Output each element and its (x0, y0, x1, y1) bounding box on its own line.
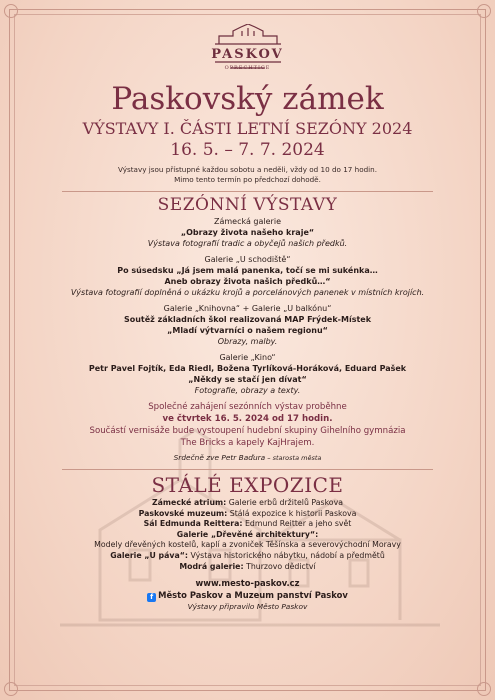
list-item (20, 519, 475, 530)
list-item (20, 530, 475, 541)
logo-text: PASKOV (211, 47, 284, 62)
corner-ornament-icon (4, 682, 18, 696)
gallery-name: Galerie „Kino“ (219, 353, 276, 362)
poster-content (20, 24, 475, 612)
exhibition-title: „Obrazy života našeho kraje“ (180, 228, 315, 237)
page-title: Paskovský zámek (111, 81, 384, 117)
corner-ornament-icon (477, 4, 491, 18)
website-link[interactable]: www.mesto-paskov.cz (195, 578, 300, 589)
divider (62, 469, 433, 470)
exhibition-title: „Někdy se stačí jen dívat“ (188, 375, 307, 384)
announcement-date: ve čtvrtek 16. 5. 2024 od 17 hodin. (162, 414, 333, 424)
organizer-note: Výstavy připravilo Město Paskov (187, 602, 308, 612)
gallery-name: Zámecká galerie (214, 217, 281, 226)
list-item (20, 498, 475, 509)
gallery-name: Galerie „Knihovna“ + Galerie „U balkónu“ (163, 304, 332, 313)
divider (62, 191, 433, 192)
announcement-line: The Bricks a kapely KajHrajem. (180, 438, 315, 448)
exhibition-label: Galerie „U páva“: (110, 550, 188, 560)
list-item (20, 551, 475, 562)
season-dates: 16. 5. – 7. 7. 2024 (170, 140, 325, 160)
facebook-icon: f (147, 593, 156, 602)
exhibition-title: Aneb obrazy života našich předků…“ (164, 277, 331, 286)
signature-role: – starosta města (265, 454, 322, 462)
exhibition-title: Petr Pavel Fojtík, Eda Riedl, Božena Tyrlíková-Horáková, Eduard Pašek (88, 364, 407, 373)
paskov-logo (20, 24, 475, 78)
exhibition-text: Stálá expozice k historii Paskova (227, 508, 357, 518)
exhibition-description: Obrazy, malby. (217, 337, 278, 346)
exhibition-label: Sál Edmunda Reittera: (143, 519, 243, 529)
exhibition-text: Thurzovo dědictví (243, 561, 316, 571)
exhibition-label: Paskovské muzeum: (138, 508, 228, 518)
corner-ornament-icon (477, 682, 491, 696)
gallery-block (20, 254, 475, 298)
exhibition-title: „Mladí výtvarníci o našem regionu“ (167, 326, 328, 335)
footer (20, 578, 475, 612)
season-subtitle: VÝSTAVY I. ČÁSTI LETNÍ SEZÓNY 2024 (82, 119, 413, 138)
list-item (20, 509, 475, 520)
list-item (20, 540, 475, 551)
signature-text: Srdečně zve Petr Baďura (173, 453, 266, 462)
gallery-block (20, 216, 475, 249)
gallery-block (20, 352, 475, 396)
seasonal-section-title: SEZÓNNÍ VÝSTAVY (157, 195, 338, 215)
invitation-signature (20, 452, 475, 464)
announcement-line: Součástí vernisáže bude vystoupení hudební skupiny Gihelního gymnázia (89, 426, 406, 436)
exhibition-description: Výstava fotografií doplněná o ukázku krojů a porcelánových panenek v místních krojích. (70, 288, 425, 297)
exhibition-label: Zámecké atrium: (152, 498, 227, 507)
permanent-section-title: STÁLÉ EXPOZICE (151, 473, 344, 497)
exhibition-text: Edmund Reitter a jeho svět (242, 519, 352, 529)
exhibition-description: Fotografie, obrazy a texty. (194, 386, 301, 395)
facebook-page-name: Město Paskov a Muzeum panství Paskov (158, 590, 348, 601)
gallery-name: Galerie „U schodiště“ (204, 255, 291, 264)
exhibition-description: Výstava fotografií tradic a obyčejů našich předků. (147, 239, 348, 248)
exhibition-label: Modrá galerie: (179, 561, 244, 571)
gallery-block (20, 303, 475, 347)
permanent-exhibitions-list (20, 498, 475, 572)
opening-hours-line: Mimo tento termín po předchozí dohodě. (174, 175, 321, 184)
opening-hours-note (20, 165, 475, 185)
opening-announcement (20, 401, 475, 464)
logo-subtext: OPRECHTICE (224, 65, 271, 71)
announcement-line: Společné zahájení sezónních výstav proběhne (148, 402, 347, 412)
corner-ornament-icon (4, 4, 18, 18)
exhibition-text: Galerie erbů držitelů Paskova (226, 498, 343, 507)
exhibition-text: Výstava historického nábytku, nádobí a předmětů (187, 550, 385, 560)
exhibition-label: Galerie „Dřevěné architektury“: (176, 529, 319, 539)
exhibition-title: Po súsedsku „Já jsem malá panenka, točí se mi sukénka… (117, 266, 378, 275)
exhibition-text: Modely dřevěných kostelů, kaplí a zvoniček Těšínska a severovýchodní Moravy (94, 540, 401, 550)
opening-hours-line: Výstavy jsou přístupné každou sobotu a neděli, vždy od 10 do 17 hodin. (118, 165, 377, 174)
facebook-link[interactable] (20, 589, 475, 602)
exhibition-title: Soutěž základních škol realizovaná MAP Frýdek-Místek (123, 315, 372, 324)
list-item (20, 562, 475, 573)
